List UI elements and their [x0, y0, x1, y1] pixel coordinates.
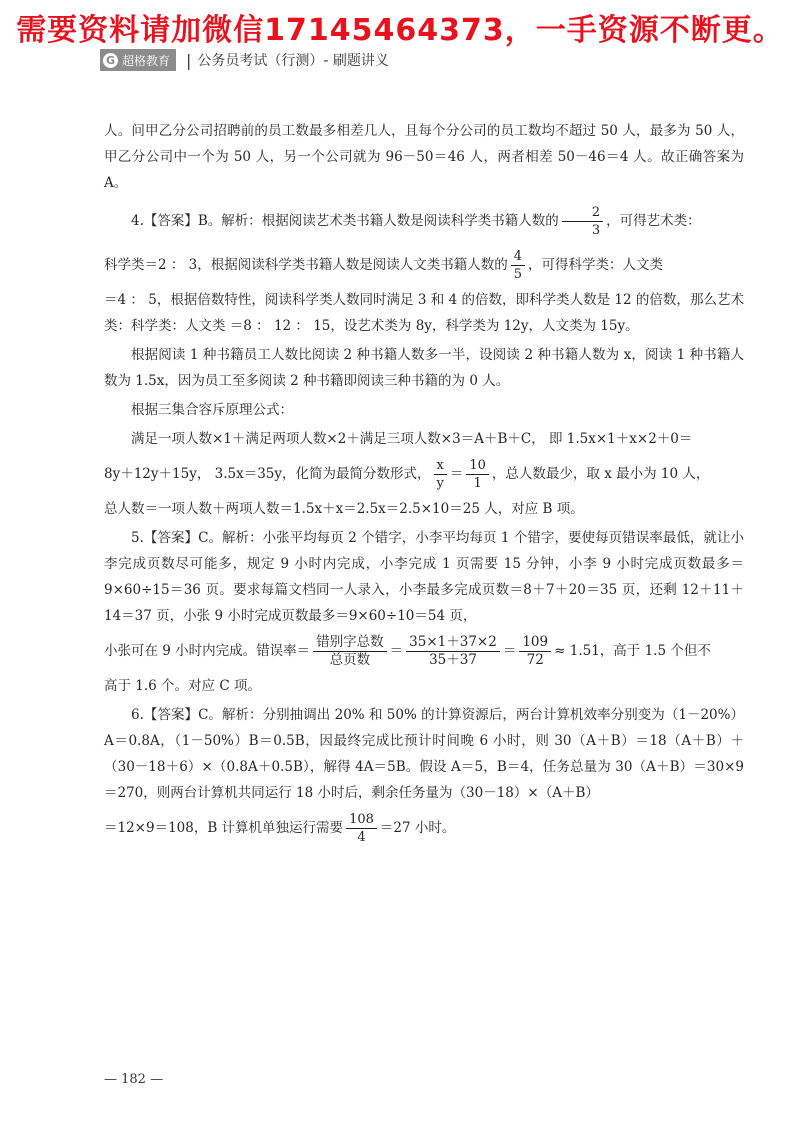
fraction-numerator: 10 — [466, 457, 489, 475]
fraction-denominator: 5 — [513, 267, 523, 282]
q4-fraction-4-5 — [511, 248, 525, 283]
q6-line-text-a: ＝12×9＝108，B 计算机单独运行需要 — [104, 820, 344, 836]
q4-formula-1: 满足一项人数×1＋满足两项人数×2＋满足三项人数×3＝A＋B＋C， 即 1.5x×1＋x×2＋0＝ — [131, 431, 693, 447]
q5-error-rate-line — [104, 629, 744, 673]
brand-logo — [100, 49, 176, 71]
brand-logo-text: 超格教育 — [122, 53, 171, 68]
header-title: 公务员考试（行测）- 刷题讲义 — [197, 53, 389, 69]
q4-formula-3: 总人数＝一项人数＋两项人数＝1.5x＋x＝2.5x＝2.5×10＝25 人，对应 B 项。 — [104, 501, 584, 517]
q4-paragraph-2: 根据阅读 1 种书籍员工人数比阅读 2 种书籍人数多一半，设阅读 2 种书籍人数为 x，阅读 1 种书籍人数为 1.5x，因为员工至多阅读 2 种书籍即阅读三种书籍的为 0 人。 — [104, 347, 744, 389]
fraction-denominator: y — [436, 476, 444, 491]
q4-formula2-text-a: 8y＋12y＋15y， 3.5x＝35y，化简为最简分数形式， — [104, 466, 431, 482]
q4-fraction-10-1 — [466, 457, 489, 492]
fraction-denominator: 72 — [526, 652, 544, 668]
page-header — [100, 48, 389, 72]
q5-fraction-result — [519, 634, 551, 669]
fraction-numerator: 109 — [519, 634, 551, 652]
q4-line1-text-b: ，可得艺术类： — [606, 213, 701, 229]
q6-line-text-b: ＝27 小时。 — [379, 820, 456, 836]
q4-line1 — [104, 199, 744, 243]
q4-formula-2 — [104, 452, 744, 496]
q4-fraction-x-y — [434, 457, 447, 492]
fraction-denominator: 35＋37 — [429, 652, 477, 668]
fraction-numerator: 108 — [346, 811, 377, 829]
q4-fraction-2-3 — [562, 204, 603, 239]
fraction-denominator: 3 — [591, 223, 601, 238]
q4-paragraph-3: 根据三集合容斥原理公式： — [131, 402, 293, 418]
q6-paragraph: 6.【答案】C。解析：分别抽调出 20% 和 50% 的计算资源后，两台计算机效率分别变为（1－20%）A＝0.8A，（1－50%）B＝0.5B，因最终完成比预计时间晚 6 小时，则 30（A＋B）＝18（A＋B）＋（30－18＋6）×（0.8A＋0.5B），解得 4A＝5B。假设 A＝5，B＝4，任务总量为 30（A＋B）＝30×9＝270，则两台计算机共同运行 18 小时后，剩余任务量为（30－18）×（A＋B） — [104, 707, 744, 801]
q5-line-text-a: 小张可在 9 小时内完成。错误率＝ — [104, 643, 311, 659]
wechat-ad-banner: 需要资料请加微信17145464373，一手资源不断更。 — [16, 13, 784, 48]
q5-fraction-calculation — [406, 634, 500, 669]
q6-final-line — [104, 806, 744, 850]
q5-paragraph: 5.【答案】C。解析：小张平均每页 2 个错字，小李平均每页 1 个错字，要使每页错误率最低，就让小李完成页数尽可能多，规定 9 小时内完成，小李完成 1 页需要 15 分钟，小李 9 小时完成页数最多＝9×60÷15＝36 页。要求每篇文档同一人录入，小李最多完成页数＝8＋7＋20＝35 页，还剩 12＋11＋14＝37 页，小张 9 小时完成页数最多＝9×60÷10＝54 页， — [104, 530, 744, 624]
q6-fraction-108-4 — [346, 811, 377, 846]
document-body — [104, 118, 744, 850]
header-separator: | — [186, 50, 192, 70]
brand-logo-icon: G — [103, 53, 118, 68]
fraction-numerator: 35×1＋37×2 — [406, 634, 500, 652]
q4-line2-text-a: 科学类＝2 ： 3，根据阅读科学类书籍人数是阅读人文类书籍人数的 — [104, 257, 508, 273]
fraction-denominator: 总页数 — [329, 652, 371, 668]
equals-sign: ＝ — [502, 643, 517, 659]
q4-line3: ＝4 ： 5，根据倍数特性，阅读科学类人数同时满足 3 和 4 的倍数，即科学类人数是 12 的倍数，那么艺术类：科学类：人文类 ＝8 ： 12 ： 15，设艺术类为 8y，科学类为 12y，人文类为 15y。 — [104, 292, 744, 334]
q5-fraction-error-rate — [313, 634, 387, 669]
q4-line2 — [104, 243, 744, 287]
fraction-numerator: 错别字总数 — [313, 634, 387, 652]
q4-line1-text-a: 4.【答案】B。解析：根据阅读艺术类书籍人数是阅读科学类书籍人数的 — [131, 213, 559, 229]
intro-paragraph: 人。问甲乙分公司招聘前的员工数最多相差几人，且每个分公司的员工数均不超过 50 人，最多为 50 人，甲乙分公司中一个为 50 人，另一个公司就为 96－50＝46 人，两者相差 50－46＝4 人。故正确答案为 A。 — [104, 123, 744, 191]
fraction-denominator: 1 — [473, 476, 482, 491]
fraction-denominator: 4 — [357, 830, 366, 845]
q5-conclusion: 高于 1.6 个。对应 C 项。 — [104, 678, 261, 694]
q4-line2-text-b: ，可得科学类：人文类 — [528, 257, 664, 273]
equals-sign: ＝ — [389, 643, 404, 659]
page-number: — 182 — — [104, 1072, 164, 1087]
fraction-numerator: 2 — [562, 204, 603, 222]
fraction-numerator: 4 — [511, 248, 525, 266]
q4-formula2-text-b: ，总人数最少，取 x 最小为 10 人， — [491, 466, 710, 482]
q5-line-text-b: ≈ 1.51，高于 1.5 个但不 — [554, 643, 711, 659]
equals-sign: ＝ — [449, 466, 464, 482]
fraction-numerator: x — [434, 457, 447, 475]
